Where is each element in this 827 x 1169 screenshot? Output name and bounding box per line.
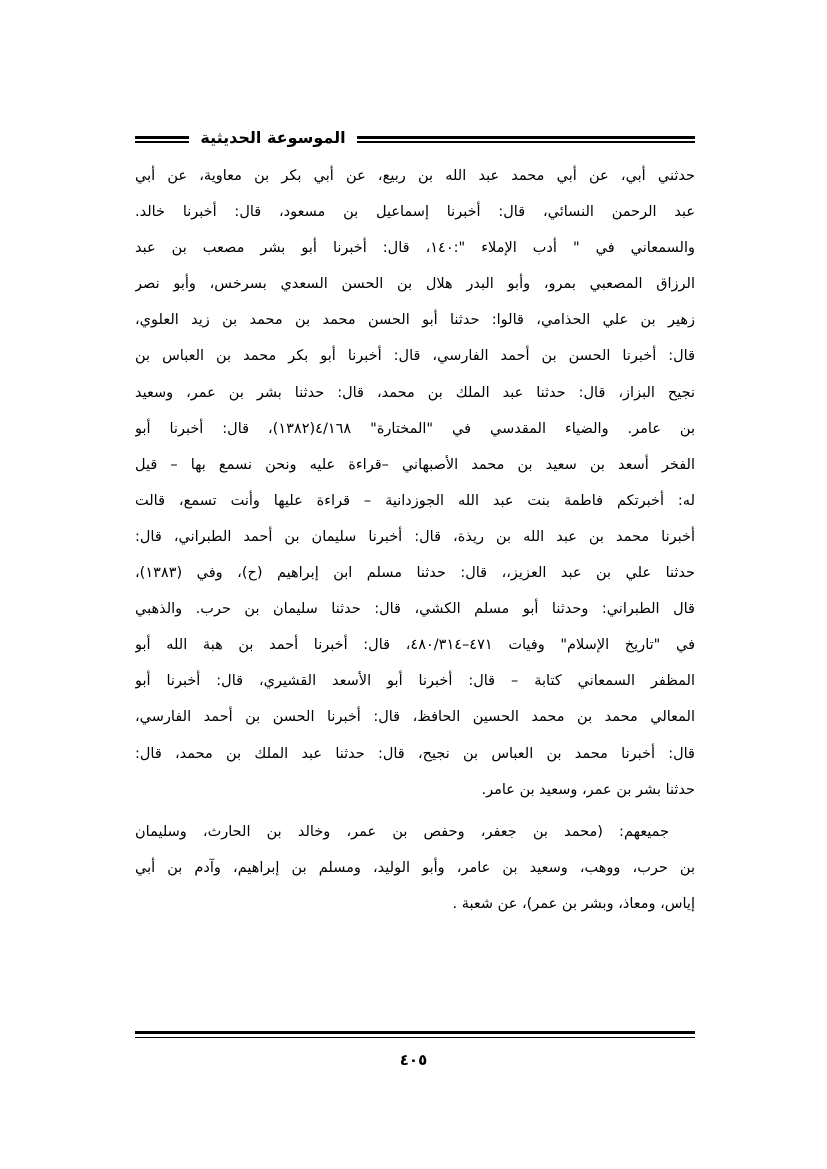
text-line: حدثنا علي بن عبد العزيز،، قال: حدثنا مسلم ابن إبراهيم (ح)، وفي (١٣٨٣)، (135, 565, 695, 582)
header-rule-left (135, 136, 189, 143)
page-number: ٤٠٥ (399, 1051, 428, 1069)
paragraph-1 (135, 158, 695, 808)
text-line: الرزاق المصعبي بمرو، وأبو البدر هلال بن الحسن السعدي بسرخس، وأبو نصر (135, 276, 695, 293)
text-line: إياس، ومعاذ، وبشر بن عمر)، عن شعبة . (452, 895, 695, 912)
paragraph-2 (135, 814, 695, 922)
text-line: حدثني أبي، عن أبي محمد عبد الله بن ربيع، عن أبي بكر بن معاوية، عن أبي (135, 168, 695, 184)
text-line: له: أخبرتكم فاطمة بنت عبد الله الجوزدانية – قراءة عليها وأنت تسمع، قالت (135, 492, 695, 509)
text-line: الفخر أسعد بن سعيد بن محمد الأصبهاني –قراءة عليه ونحن نسمع بها – قيل (135, 456, 695, 473)
text-line: المعالي محمد بن محمد الحسين الحافظ، قال: أخبرنا الحسن بن أحمد الفارسي، (135, 709, 695, 726)
text-line: حدثنا بشر بن عمر، وسعيد بن عامر. (481, 781, 695, 798)
header-rule-right (357, 136, 695, 143)
text-line: قال: أخبرنا الحسن بن أحمد الفارسي، قال: أخبرنا أبو بكر محمد بن العباس بن (135, 348, 695, 365)
text-line: زهير بن علي الحذامي، قالوا: حدثنا أبو الحسن محمد بن محمد بن زيد العلوي، (135, 312, 695, 329)
text-line: قال: أخبرنا محمد بن العباس بن نجيح، قال: حدثنا عبد الملك بن محمد، قال: (135, 745, 695, 762)
footer-rule-thin (135, 1037, 695, 1038)
text-line: بن حرب، ووهب، وسعيد بن عامر، وأبو الوليد، ومسلم بن إبراهيم، وآدم بن أبي (135, 859, 695, 876)
header-title: الموسوعة الحديثية (200, 128, 346, 147)
body-text (135, 158, 695, 922)
text-line: قال الطبراني: وحدثنا أبو مسلم الكشي، قال: حدثنا سليمان بن حرب. والذهبي (135, 601, 695, 618)
text-line: في "تاريخ الإسلام" وفيات ٤٧١–٤٨٠/٣١٤، قال: أخبرنا أحمد بن هبة الله أبو (135, 637, 695, 654)
text-line: نجيح البزاز، قال: حدثنا عبد الملك بن محمد، قال: حدثنا بشر بن عمر، وسعيد (135, 384, 695, 401)
text-line: والسمعاني في " أدب الإملاء ":١٤٠، قال: أخبرنا أبو بشر مصعب بن عبد (135, 240, 695, 257)
footer-rules (135, 1031, 695, 1038)
text-line: المظفر السمعاني كتابة – قال: أخبرنا أبو الأسعد القشيري، قال: أخبرنا أبو (135, 673, 695, 690)
text-line: جميعهم: (محمد بن جعفر، وحفص بن عمر، وخالد بن الحارث، وسليمان (135, 823, 669, 840)
text-line: عبد الرحمن النسائي، قال: أخبرنا إسماعيل بن مسعود، قال: أخبرنا خالد. (135, 204, 695, 221)
text-line: بن عامر. والضياء المقدسي في "المختارة" ٤/١٦٨(١٣٨٢)، قال: أخبرنا أبو (135, 420, 695, 437)
text-line: أخبرنا محمد بن عبد الله بن ريذة، قال: أخبرنا سليمان بن أحمد الطبراني، قال: (135, 528, 695, 545)
page-header (135, 124, 695, 154)
footer-rule-thick (135, 1031, 695, 1034)
